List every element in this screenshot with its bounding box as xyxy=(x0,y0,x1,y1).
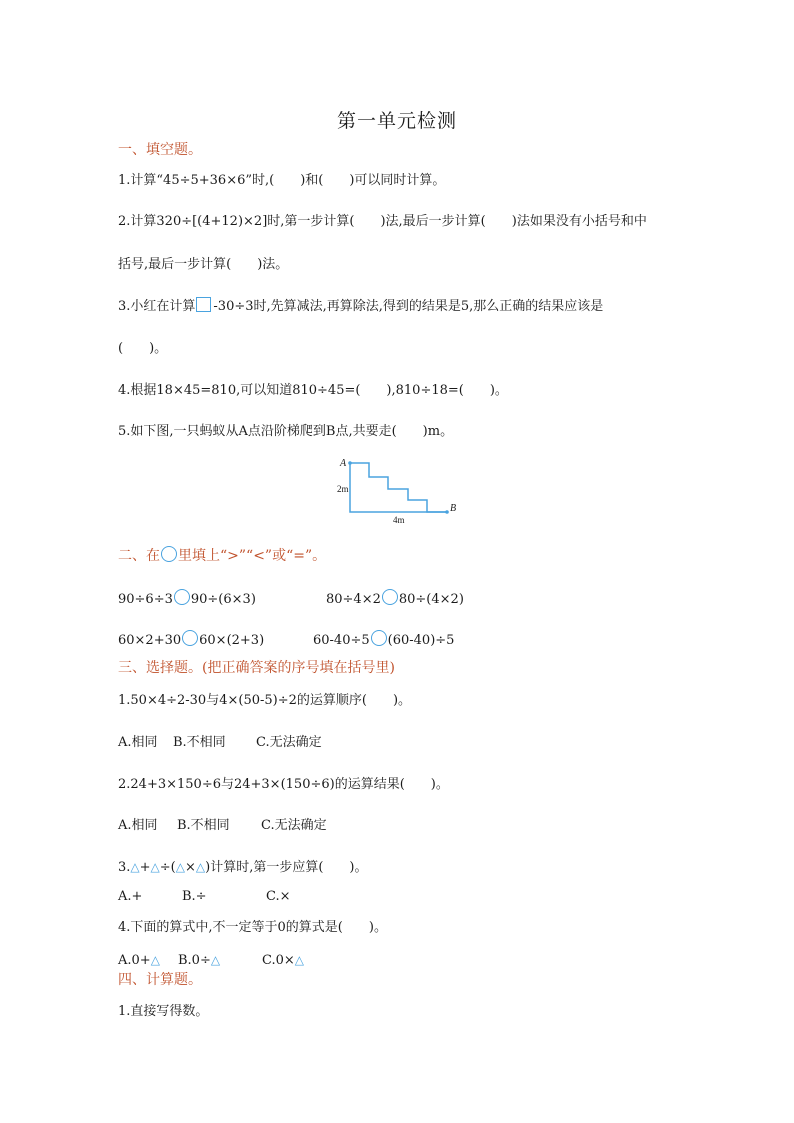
section-3-heading: 三、选择题。(把正确答案的序号填在括号里) xyxy=(118,660,395,676)
option-a xyxy=(118,950,178,971)
option-c xyxy=(262,953,304,968)
triangle-icon: △ xyxy=(294,953,305,967)
staircase-steps xyxy=(350,463,447,512)
compare-2b-left: 60-40÷5 xyxy=(313,633,370,648)
circle-blank-icon xyxy=(161,546,177,562)
height-label: 2m xyxy=(337,484,349,494)
option-a: A.相同 xyxy=(118,735,158,750)
option-b: B.不相同 xyxy=(173,735,226,750)
question-1-1: 1.计算“45÷5+36×6”时,( )和( )可以同时计算。 xyxy=(118,173,446,188)
triangle-icon: △ xyxy=(175,860,185,874)
question-4-1: 1.直接写得数。 xyxy=(118,1004,209,1019)
compare-2a-left: 60×2+30 xyxy=(118,633,182,648)
question-3-3-suffix: )计算时,第一步应算( )。 xyxy=(205,860,368,875)
option-b xyxy=(178,950,262,971)
circle-blank-icon xyxy=(182,630,198,646)
option-c: C.无法确定 xyxy=(256,735,322,750)
point-a-dot xyxy=(348,461,352,465)
question-3-1-options xyxy=(118,733,322,753)
width-label: 4m xyxy=(393,515,405,525)
section-2-heading-prefix: 二、在 xyxy=(118,548,160,564)
compare-2a xyxy=(118,630,264,651)
triangle-icon: △ xyxy=(195,860,206,874)
staircase-frame xyxy=(350,463,447,512)
section-4-heading: 四、计算题。 xyxy=(118,972,202,988)
question-3-2: 2.24+3×150÷6与24+3×(150÷6)的运算结果( )。 xyxy=(118,777,449,792)
question-3-3-options xyxy=(118,887,291,907)
triangle-icon: △ xyxy=(150,860,160,874)
point-a-label: A xyxy=(340,458,347,469)
plus-sign: + xyxy=(139,860,151,875)
question-1-3-suffix: -30÷3时,先算减法,再算除法,得到的结果是5,那么正确的结果应该是 xyxy=(213,299,604,314)
option-a: A.+ xyxy=(118,889,143,904)
compare-1a xyxy=(118,589,256,610)
question-1-5: 5.如下图,一只蚂蚁从A点沿阶梯爬到B点,共要走( )m。 xyxy=(118,424,454,439)
question-1-3-line-1 xyxy=(118,297,603,317)
question-1-2-line-2: 括号,最后一步计算( )法。 xyxy=(118,257,289,272)
question-1-2-line-1: 2.计算320÷[(4+12)×2]时,第一步计算( )法,最后一步计算( )法如果没有小括号和中 xyxy=(118,214,647,229)
section-2-heading-suffix: 里填上“>”“<”或“=”。 xyxy=(178,548,327,564)
compare-1b-left: 80÷4×2 xyxy=(326,592,381,607)
question-3-4: 4.下面的算式中,不一定等于0的算式是( )。 xyxy=(118,920,387,935)
option-a: A.相同 xyxy=(118,818,158,833)
circle-blank-icon xyxy=(371,630,387,646)
question-1-3-line-2: ( )。 xyxy=(118,341,168,356)
question-1-3-prefix: 3.小红在计算 xyxy=(118,299,196,314)
option-a-text: A.0+ xyxy=(118,953,151,968)
divide-sign: ÷( xyxy=(159,860,176,875)
circle-blank-icon xyxy=(382,589,398,605)
compare-2a-right: 60×(2+3) xyxy=(199,633,265,648)
compare-1a-right: 90÷(6×3) xyxy=(190,592,256,607)
question-3-4-options xyxy=(118,950,304,971)
triangle-icon: △ xyxy=(150,953,160,967)
triangle-icon: △ xyxy=(210,953,221,967)
question-3-3-number: 3. xyxy=(118,860,131,875)
option-c-text: C.0× xyxy=(262,953,295,968)
question-3-1: 1.50×4÷2-30与4×(50-5)÷2的运算顺序( )。 xyxy=(118,693,412,708)
compare-1b-right: 80÷(4×2) xyxy=(398,592,464,607)
square-blank-icon xyxy=(196,297,211,312)
point-b-dot xyxy=(445,510,449,514)
compare-1b xyxy=(326,589,464,610)
question-3-3 xyxy=(118,857,367,878)
option-b-text: B.0÷ xyxy=(178,953,211,968)
times-sign: × xyxy=(184,860,196,875)
compare-2b xyxy=(313,630,454,651)
compare-1a-left: 90÷6÷3 xyxy=(118,592,173,607)
question-1-4: 4.根据18×45=810,可以知道810÷45=( ),810÷18=( )。 xyxy=(118,383,508,398)
option-b: B.÷ xyxy=(182,889,207,904)
question-3-2-options xyxy=(118,816,327,836)
option-b: B.不相同 xyxy=(177,818,230,833)
option-c: C.× xyxy=(266,889,291,904)
section-2-heading xyxy=(118,546,326,566)
triangle-icon: △ xyxy=(130,860,140,874)
staircase-figure xyxy=(334,453,464,528)
compare-2b-right: (60-40)÷5 xyxy=(387,633,455,648)
page-title: 第一单元检测 xyxy=(336,110,457,132)
point-b-label: B xyxy=(450,503,457,514)
section-1-heading: 一、填空题。 xyxy=(118,142,202,158)
option-c: C.无法确定 xyxy=(261,818,327,833)
circle-blank-icon xyxy=(174,589,190,605)
